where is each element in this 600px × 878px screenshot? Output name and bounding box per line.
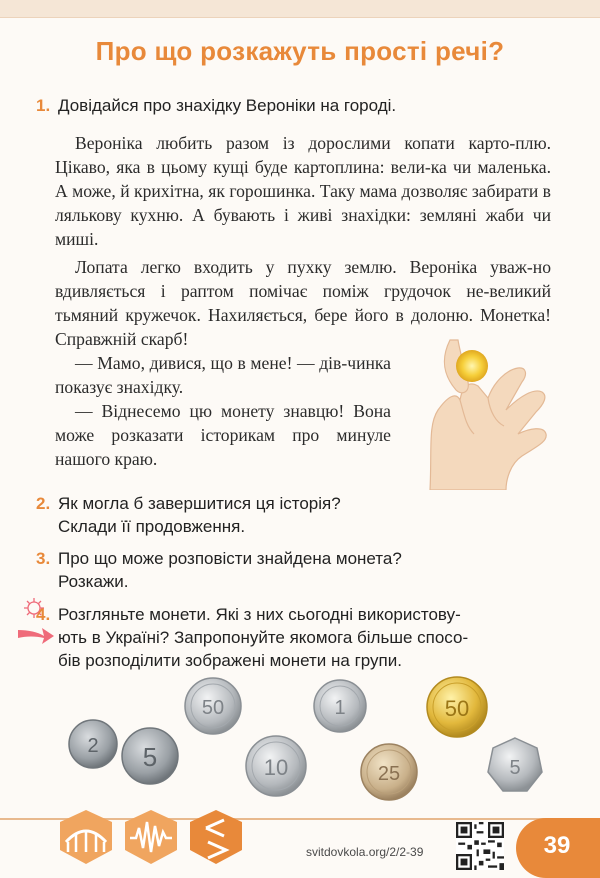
story-paragraph-4: — Віднесемо цю монету знавцю! Вона може розказати історикам про минуле нашого краю. [55,401,391,469]
task-number: 3. [36,549,51,568]
task-text-line-2: Склади її продовження. [58,517,246,536]
story-paragraph-3: — Мамо, дивися, що в мене! — дів-чинка показує знахідку. [55,353,391,397]
story-paragraph-1: Вероніка любить разом із дорослими копати карто-плю. Цікаво, яка в цьому кущі буде картоплина: вели-ка чи маленька. А може, й крихітна, як горошинка. Таку мама дозволяє забирати в лялькову кухню. А бувають і живі знахідки: земляні жаби чи миші. [55,133,551,249]
page-number: 39 [543,832,571,859]
coin-50-silver [185,678,241,734]
soundwave-icon [125,810,177,864]
coin-25 [361,744,417,800]
arrow-icon [18,628,54,644]
coin-10 [246,736,306,796]
coin-label: 50 [444,696,470,721]
coin-label: 10 [263,755,289,780]
task-text-line-1: Про що може розповісти знайдена монета? [58,549,402,568]
coin-label: 50 [201,697,225,719]
qr-code-icon[interactable] [456,822,504,870]
page-title: Про що розкажуть прості речі? [95,36,505,66]
task-1 [36,94,558,117]
gold-coin-icon [456,350,488,382]
coin-label: 25 [377,763,401,785]
task-number: 2. [36,494,51,513]
footer-link[interactable]: svitdovkola.org/2/2-39 [306,845,424,859]
coin-label: 1 [334,697,346,719]
bridge-icon [60,810,112,864]
coin-50-gold [427,677,487,737]
hand-with-coin-illustration [410,330,570,490]
coin-5-small [122,728,178,784]
task-text-line-1: Розгляньте монети. Які з них сьогодні використову- [58,605,461,624]
coins-illustration [0,672,600,812]
task-number: 4. [36,605,51,624]
task-2 [36,492,558,538]
task-number: 1. [36,96,51,115]
coin-2 [69,720,117,768]
task-text-line-3: бів розподілити зображені монети на групи. [58,651,402,670]
story-paragraph-2: Лопата легко входить у пухку землю. Вероніка уваж-но вдивляється і раптом помічає поміж грудочок не-великий тьмяний кружечок. Нахиляється, бере його в долоню. Монетка! Справжній скарб! [55,257,551,349]
coin-1 [314,680,366,732]
task-text-line-2: ють в Україні? Запропонуйте якомога більше спосо- [58,628,469,647]
task-3 [36,547,558,593]
top-decorative-bar [0,0,600,18]
coin-label: 5 [509,757,521,779]
task-text-line-1: Як могла б завершитися ця історія? [58,494,341,513]
compare-icon [190,810,242,864]
task-text: Довідайся про знахідку Вероніки на городі. [58,96,397,115]
task-text-line-2: Розкажи. [58,572,129,591]
task-4 [36,603,558,672]
section-icons [56,802,246,872]
coin-label: 5 [142,742,158,772]
coin-5-heptagon [488,738,542,791]
coin-label: 2 [87,735,99,757]
